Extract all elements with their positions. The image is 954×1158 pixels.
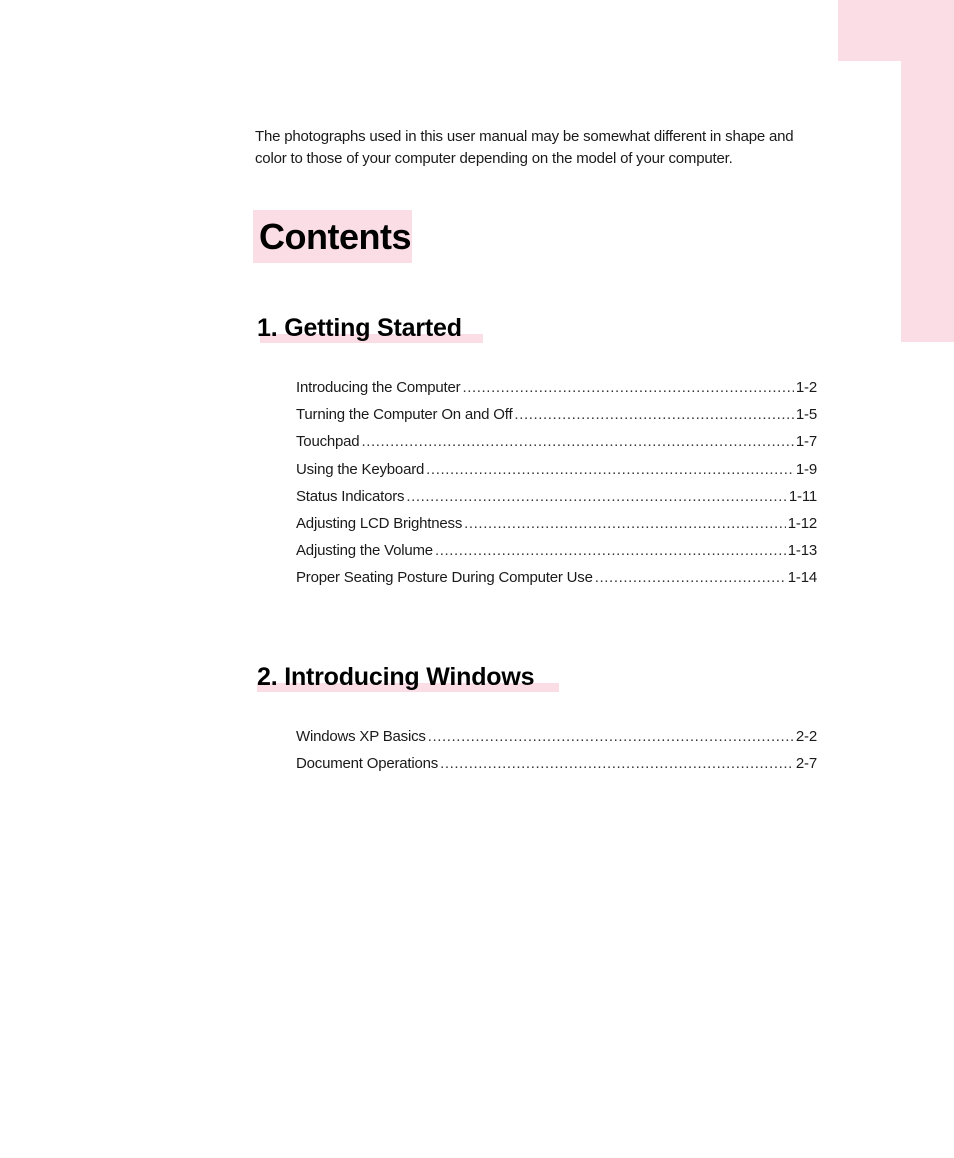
toc-entry[interactable] <box>296 542 817 569</box>
toc-entry[interactable] <box>296 755 817 782</box>
toc-entry-label: Touchpad <box>296 433 360 451</box>
toc-leader-dots <box>462 379 793 396</box>
toc-leader-dots <box>435 542 786 559</box>
toc-entry-page: 1-11 <box>788 487 817 505</box>
toc-leader-dots <box>440 755 794 772</box>
toc-leader-dots <box>464 515 786 532</box>
toc-leader-dots <box>514 406 793 423</box>
toc-entry-page: 1-2 <box>795 379 817 396</box>
toc-leader-dots <box>428 728 794 745</box>
toc-entry[interactable] <box>296 461 817 488</box>
toc-list-introducing-windows <box>296 728 817 782</box>
toc-entry[interactable] <box>296 406 817 433</box>
intro-note: The photographs used in this user manual may be somewhat different in shape and color to those of your computer depending on the model of your computer. <box>255 128 794 167</box>
toc-entry-page: 1-9 <box>795 460 817 478</box>
toc-entry-page: 2-7 <box>795 755 817 773</box>
toc-leader-dots <box>426 461 794 478</box>
toc-entry[interactable] <box>296 728 817 755</box>
toc-entry[interactable] <box>296 569 817 596</box>
toc-list-getting-started <box>296 379 817 597</box>
toc-entry[interactable] <box>296 488 817 515</box>
toc-entry-page: 2-2 <box>795 728 817 745</box>
toc-entry-label: Proper Seating Posture During Computer Use <box>296 569 593 587</box>
toc-entry-page: 1-14 <box>787 569 817 587</box>
toc-entry-page: 1-5 <box>795 406 817 424</box>
toc-entry[interactable] <box>296 515 817 542</box>
toc-entry-label: Status Indicators <box>296 487 405 505</box>
toc-entry-label: Turning the Computer On and Off <box>296 406 513 424</box>
toc-entry-page: 1-7 <box>795 433 817 451</box>
section-title-introducing-windows: 2. Introducing Windows <box>257 663 535 691</box>
toc-leader-dots <box>406 488 787 505</box>
toc-entry-label: Adjusting the Volume <box>296 542 433 560</box>
toc-entry-page: 1-12 <box>787 514 817 532</box>
toc-leader-dots <box>595 569 786 586</box>
page-title: Contents <box>259 216 411 257</box>
toc-leader-dots <box>361 433 793 450</box>
toc-entry-label: Using the Keyboard <box>296 460 425 478</box>
toc-entry[interactable] <box>296 433 817 460</box>
chapter-tab-decoration <box>901 0 954 342</box>
toc-entry[interactable] <box>296 379 817 406</box>
toc-entry-label: Document Operations <box>296 755 439 773</box>
toc-entry-page: 1-13 <box>787 542 817 560</box>
toc-entry-label: Windows XP Basics <box>296 728 426 745</box>
toc-entry-label: Adjusting LCD Brightness <box>296 514 463 532</box>
section-title-getting-started: 1. Getting Started <box>257 314 462 342</box>
toc-entry-label: Introducing the Computer <box>296 379 461 396</box>
